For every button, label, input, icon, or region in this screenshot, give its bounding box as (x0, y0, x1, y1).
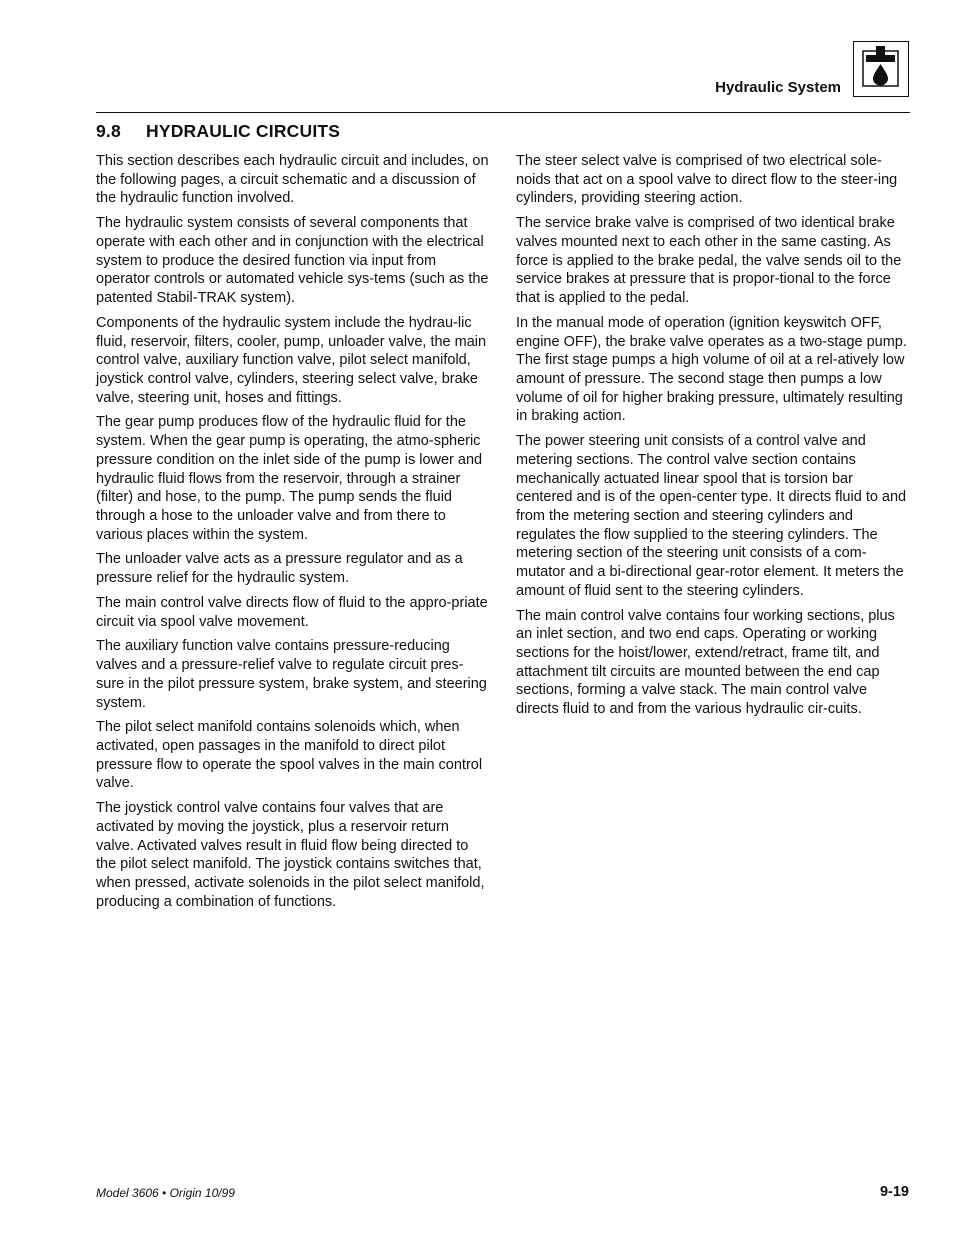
paragraph: The unloader valve acts as a pressure regulator and as a pressure relief for the hydraulic system. (96, 551, 463, 587)
paragraph: Components of the hydraulic system include the hydrau-lic fluid, reservoir, filters, cooler, pump, unloader valve, the main control valve, auxiliary function valve, pilot select manifold, joystick control valve, cylinders, steering select valve, brake valve, steering unit, hoses and fittings. (96, 314, 487, 406)
section-number: 9.8 (96, 121, 121, 141)
paragraph: The gear pump produces flow of the hydraulic fluid for the system. When the gear pump is operating, the atmo-spheric pressure condition on the inlet side of the pump is lower and hydraulic fluid flows from the reservoir, through a strainer (filter) and hose, to the pump. The pump sends the fluid through a hose to the unloader valve and from there to various places within the system. (96, 414, 483, 543)
paragraph: The joystick control valve contains four valves that are activated by moving the joystick, plus a reservoir return valve. Activated valves result in fluid flow being directed to the pilot select manifold. The joystick contains switches that, when pressed, activate solenoids in the pilot select manifold, producing a combination of functions. (96, 800, 485, 910)
hydraulic-oil-drop-icon (853, 41, 909, 97)
paragraph: The hydraulic system consists of several components that operate with each other and in conjunction with the electrical system to produce the desired function via input from operator controls or automated vehicle sys-tems (such as the patented Stabil-TRAK system). (96, 215, 489, 307)
paragraph: The pilot select manifold contains solenoids which, when activated, open passages in the manifold to direct pilot pressure flow to operate the spool valves in the main control valve. (96, 719, 483, 792)
paragraph: The main control valve directs flow of fluid to the appro-priate circuit via spool valve movement. (96, 594, 488, 630)
section-title: HYDRAULIC CIRCUITS (146, 121, 341, 141)
right-column (516, 152, 909, 725)
paragraph: In the manual mode of operation (ignition keyswitch OFF, engine OFF), the brake valve operates as a two-stage pump. The first stage pumps a high volume of oil at a rel-atively low amount of pressure. The second stage then pumps a low volume of oil for higher braking pressure, ultimately resulting in braking action. (516, 314, 907, 425)
section-heading (96, 121, 340, 142)
footer-model-info: Model 3606 • Origin 10/99 (96, 1186, 235, 1200)
paragraph: The steer select valve is comprised of two electrical sole-noids that act on a spool valve to direct flow to the steer-ing cylinders, providing steering action. (516, 153, 898, 207)
paragraph: The power steering unit consists of a control valve and metering sections. The control valve section contains mechanically actuated linear spool that is torsion bar centered and is of the open-center type. It directs fluid to and from the metering section and steering cylinders and regulates the flow supplied to the steering cylinders. The metering section of the steering unit consists of a com-mutator and a bi-directional gear-rotor element. It meters the amount of fluid sent to the steering cylinders. (516, 433, 907, 599)
left-column (96, 152, 489, 918)
paragraph: This section describes each hydraulic circuit and includes, on the following pages, a circuit schematic and a discussion of the hydraulic function involved. (96, 153, 489, 207)
paragraph: The main control valve contains four working sections, plus an inlet section, and two end caps. Operating or working sections for the hoist/lower, extend/retract, frame tilt, and attachment tilt circuits are mounted between the end cap sections, forming a valve stack. The main control valve directs fluid to and from the various hydraulic cir-cuits. (516, 607, 895, 718)
header-rule (96, 112, 910, 113)
paragraph: The service brake valve is comprised of two identical brake valves mounted next to each other in the same casting. As force is applied to the brake pedal, the valve sends oil to the service brakes at pressure that is propor-tional to the force that is applied to the pedal. (516, 215, 902, 307)
running-header-title: Hydraulic System (715, 79, 841, 96)
paragraph: The auxiliary function valve contains pressure-reducing valves and a pressure-relief valve to regulate circuit pres-sure in the pilot pressure system, brake system, and steering system. (96, 638, 487, 711)
page-number: 9-19 (879, 1184, 909, 1200)
